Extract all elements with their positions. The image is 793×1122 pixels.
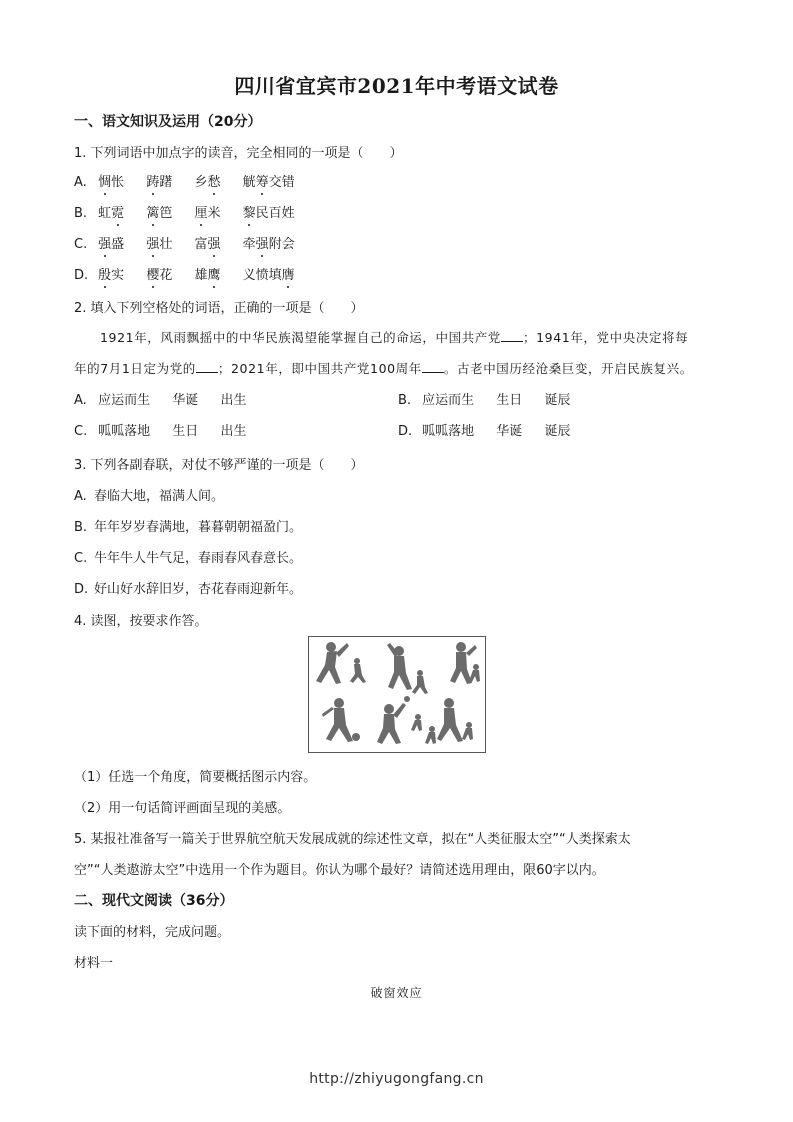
footer-url: http://zhiyugongfang.cn [309, 1071, 484, 1087]
q1-option-c: C. 强盛 强壮 富强 牵强附会 [74, 233, 313, 252]
q1-a-word-3: 乡愁 [194, 175, 221, 190]
material-title: 破窗效应 [370, 986, 423, 1000]
q1-d-word-4: 义愤填膺 [242, 268, 295, 283]
material-label: 材料一 [74, 956, 114, 971]
q2-option-c: C. 呱呱落地 生日 出生 [74, 424, 247, 439]
q2-paragraph-line2: 年的7月1日定为党的 ；2021年，即中国共产党100周年 。古老中国历经沧桑巨变，开启民族复兴。 [74, 361, 693, 376]
q3-stem: 3. 下列各副春联，对仗不够严谨的一项是（ ） [74, 458, 364, 473]
q1-b-word-2: 篱笆 [146, 206, 173, 221]
q1-c-word-4: 牵强附会 [242, 237, 295, 252]
q1-b-word-3: 厘米 [194, 206, 221, 221]
q1-b-word-4: 黎民百姓 [242, 206, 295, 221]
q1-a-word-4: 觥筹交错 [242, 175, 295, 190]
silhouettes-image [309, 637, 485, 752]
q1-d-word-2: 樱花 [146, 268, 173, 283]
q2-stem-text: 2. 填入下列空格处的词语，正确的一项是（ ） [74, 301, 364, 316]
q2-paragraph-line1: 1921年，风雨飘摇中的中华民族渴望能掌握自己的命运，中国共产党 ；1941年，党中央决定将每 [100, 330, 689, 345]
q1-b-word-1: 虹霓 [98, 206, 125, 221]
q2-blank-1 [501, 331, 523, 342]
q3-option-c: C. 牛年牛人牛气足，春雨春风春意长。 [74, 551, 303, 566]
page-title: 四川省宜宾市2021年中考语文试卷 [234, 74, 559, 98]
q1-a-word-2: 踌躇 [146, 175, 173, 190]
q3-option-a: A. 春临大地，福满人间。 [74, 489, 225, 504]
q1-option-d: D. 殷实 樱花 雄鹰 义愤填膺 [74, 264, 313, 283]
q1-c-word-3: 富强 [194, 237, 221, 252]
q1-d-word-1: 殷实 [98, 268, 125, 283]
q5-line2: 空”“人类遨游太空”中选用一个作为题目。你认为哪个最好？请简述选用理由，限60字以内。 [74, 863, 605, 878]
q1-a-word-1: 惆怅 [98, 175, 125, 190]
q1-option-a: A. 惆怅 踌躇 乡愁 觥筹交错 [74, 171, 313, 190]
section1-heading: 一、语文知识及运用（20分） [74, 114, 262, 130]
q5-line1: 5. 某报社准备写一篇关于世界航空航天发展成就的综述性文章，拟在“人类征服太空”“人类探索太 [74, 832, 631, 847]
q1-c-word-1: 强盛 [98, 237, 125, 252]
q1-c-word-2: 强壮 [146, 237, 173, 252]
q4-stem: 4. 读图，按要求作答。 [74, 614, 208, 629]
q3-option-b: B. 年年岁岁春满地，暮暮朝朝福盈门。 [74, 520, 303, 535]
q2-blank-3 [422, 362, 444, 373]
q2-blank-2 [196, 362, 218, 373]
q3-option-d: D. 好山好水辞旧岁，杏花春雨迎新年。 [74, 582, 303, 597]
q2-option-a: A. 应运而生 华诞 出生 [74, 393, 247, 408]
q2-option-b: B. 应运而生 生日 诞辰 [398, 393, 571, 408]
q1-stem: 1. 下列词语中加点字的读音，完全相同的一项是（ ） [74, 146, 403, 161]
q1-d-word-3: 雄鹰 [194, 268, 221, 283]
section2-heading: 二、现代文阅读（36分） [74, 893, 234, 909]
q2-option-d: D. 呱呱落地 华诞 诞辰 [398, 424, 571, 439]
section2-intro: 读下面的材料，完成问题。 [74, 925, 231, 940]
sports-silhouettes-figure [308, 636, 486, 753]
q4-sub2: （2）用一句话简评画面呈现的美感。 [74, 801, 291, 816]
q4-sub1: （1）任选一个角度，简要概括图示内容。 [74, 770, 317, 785]
q1-option-b: B. 虹霓 篱笆 厘米 黎民百姓 [74, 202, 313, 221]
